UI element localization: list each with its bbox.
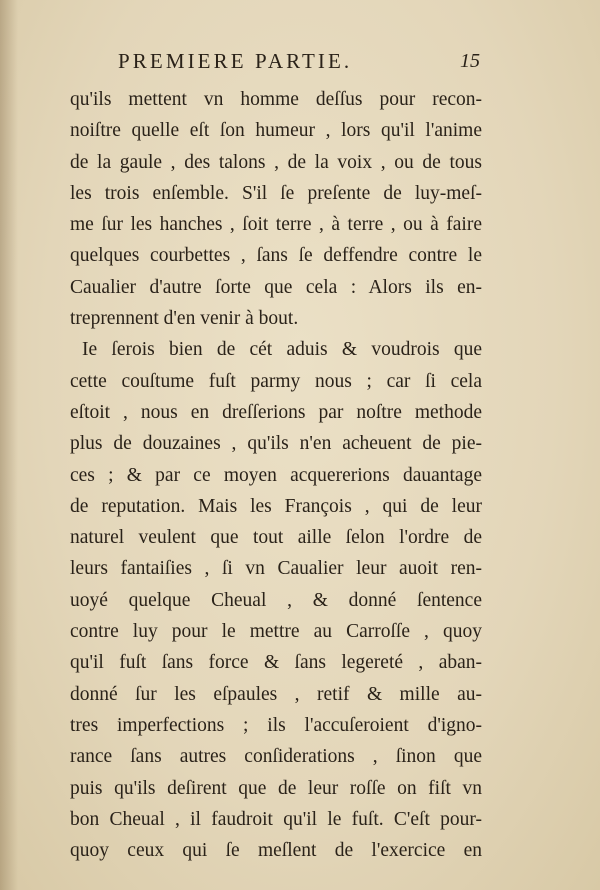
text-line: leurs fantaiſies , ſi vn Caualier leur auoit ren-	[70, 558, 482, 580]
text-line: ces ; & par ce moyen acquererions dauantage	[70, 464, 482, 486]
text-line: quelques courbettes , ſans ſe deffendre contre le	[70, 245, 482, 267]
text-line: naturel veulent que tout aille ſelon l'ordre de	[70, 527, 482, 549]
page-number: 15	[460, 50, 480, 72]
text-line: qu'ils mettent vn homme deſſus pour recon-	[70, 89, 482, 110]
text-line: les trois enſemble. S'il ſe preſente de luy-meſ-	[70, 182, 482, 204]
text-line: me ſur les hanches , ſoit terre , à terre , ou à faire	[70, 214, 482, 236]
running-title: PREMIERE PARTIE.	[118, 49, 353, 73]
text-line: de reputation. Mais les François , qui de leur	[70, 495, 482, 517]
text-line: eſtoit , nous en dreſſerions par noſtre methode	[70, 401, 482, 423]
text-line: bon Cheual , il faudroit qu'il le fuſt. C'eſt pour-	[70, 808, 482, 830]
text-line: puis qu'ils deſirent que de leur roſſe on fiſt vn	[70, 777, 482, 799]
text-line: donné ſur les eſpaules , retif & mille au-	[70, 683, 482, 705]
text-line: plus de douzaines , qu'ils n'en acheuent de pie-	[70, 433, 482, 455]
text-line: cette couſtume fuſt parmy nous ; car ſi cela	[70, 370, 482, 392]
text-line: noiſtre quelle eſt ſon humeur , lors qu'il l'anime	[70, 120, 482, 142]
text-line: uoyé quelque Cheual , & donné ſentence	[70, 589, 482, 611]
text-line: de la gaule , des talons , de la voix , ou de tous	[70, 151, 482, 173]
text-line: Ie ſerois bien de cét aduis & voudrois que	[82, 339, 482, 361]
text-line: rance ſans autres conſiderations , ſinon que	[70, 746, 482, 768]
text-line: tres imperfections ; ils l'accuſeroient d'igno-	[70, 714, 482, 736]
text-line: contre luy pour le mettre au Carroſſe , quoy	[70, 621, 482, 643]
body-text	[70, 84, 482, 866]
gutter-shadow	[0, 0, 18, 890]
text-line: quoy ceux qui ſe meſlent de l'exercice en	[70, 840, 482, 862]
text-line: qu'il fuſt ſans force & ſans legereté , aban-	[70, 652, 482, 674]
text-line: treprennent d'en venir à bout.	[70, 308, 299, 330]
running-head	[0, 46, 600, 80]
text-line: Caualier d'autre ſorte que cela : Alors ils en-	[70, 276, 482, 298]
